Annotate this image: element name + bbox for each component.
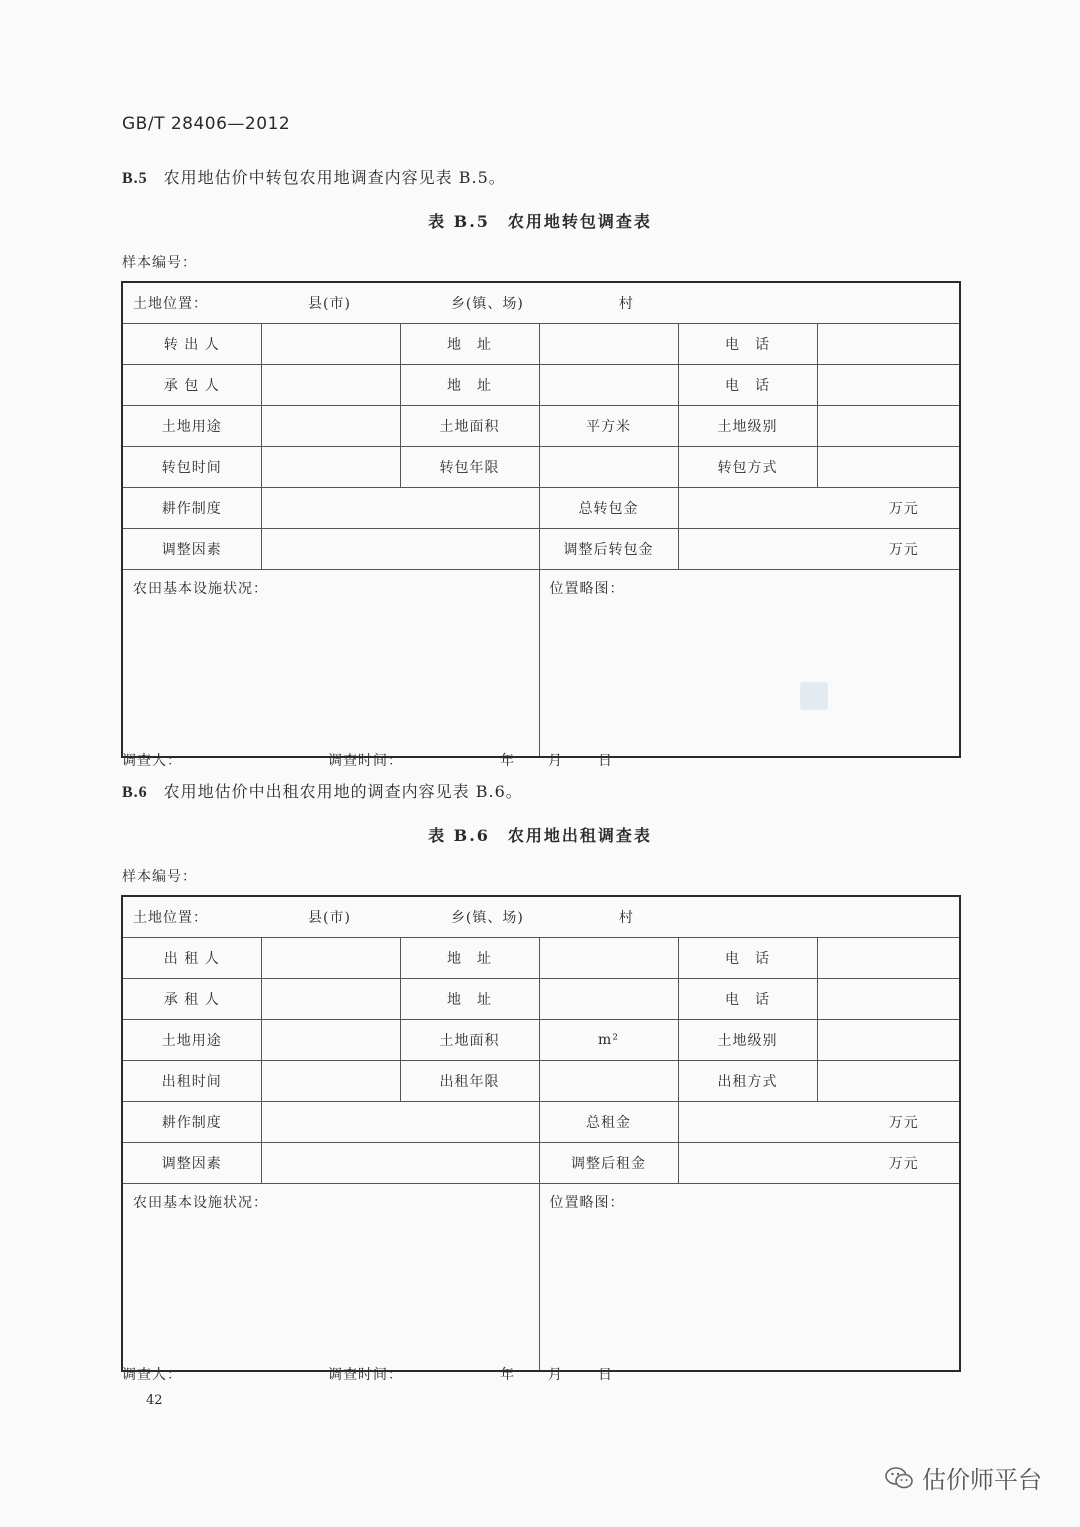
table-row bbox=[122, 324, 960, 365]
table-b5-title: 表 B.5 农用地转包调查表 bbox=[428, 212, 652, 231]
phone-field[interactable] bbox=[817, 365, 960, 406]
unit-label: 万元 bbox=[888, 501, 919, 517]
infrastructure-field[interactable] bbox=[122, 1184, 539, 1372]
infrastructure-label: 农田基本设施状况： bbox=[133, 1195, 268, 1211]
lessor-label: 出 租 人 bbox=[122, 938, 261, 979]
adjust-factor-label: 调整因素 bbox=[122, 1143, 261, 1184]
table-row bbox=[122, 979, 960, 1020]
location-sketch-field[interactable] bbox=[539, 570, 960, 758]
table-row bbox=[122, 1102, 960, 1143]
location-label: 土地位置： bbox=[133, 296, 208, 312]
land-grade-field[interactable] bbox=[817, 1020, 960, 1061]
rent-term-label: 出租年限 bbox=[400, 1061, 539, 1102]
watermark bbox=[884, 1460, 1042, 1495]
adjust-factor-field[interactable] bbox=[261, 529, 539, 570]
table-row bbox=[122, 365, 960, 406]
transfer-term-label: 转包年限 bbox=[400, 447, 539, 488]
standard-code: GB/T 28406—2012 bbox=[122, 114, 291, 134]
investigation-time-label: 调查时间： bbox=[328, 1367, 403, 1383]
land-grade-label: 土地级别 bbox=[678, 1020, 817, 1061]
investigator-row bbox=[122, 1364, 182, 1384]
adjust-factor-field[interactable] bbox=[261, 1143, 539, 1184]
address-field[interactable] bbox=[539, 979, 678, 1020]
location-sketch-label: 位置略图： bbox=[549, 1195, 625, 1211]
town-label: 乡(镇、场) bbox=[450, 910, 524, 926]
phone-label: 电 话 bbox=[678, 938, 817, 979]
location-sketch-label: 位置略图： bbox=[549, 581, 625, 597]
location-sketch-field[interactable] bbox=[539, 1184, 960, 1372]
transfer-time-label: 转包时间 bbox=[122, 447, 261, 488]
address-field[interactable] bbox=[539, 365, 678, 406]
transfer-time-field[interactable] bbox=[261, 447, 400, 488]
adjusted-rent-field[interactable] bbox=[678, 1143, 960, 1184]
farming-system-label: 耕作制度 bbox=[122, 488, 261, 529]
location-cell[interactable] bbox=[122, 896, 960, 938]
table-row bbox=[122, 406, 960, 447]
sample-number-label: 样本编号： bbox=[122, 869, 197, 885]
day-label: 日 bbox=[598, 1367, 613, 1383]
rent-method-field[interactable] bbox=[817, 1061, 960, 1102]
location-label: 土地位置： bbox=[133, 910, 208, 926]
phone-label: 电 话 bbox=[678, 979, 817, 1020]
town-label: 乡(镇、场) bbox=[450, 296, 524, 312]
table-b5 bbox=[121, 281, 961, 758]
address-label: 地 址 bbox=[400, 938, 539, 979]
transferor-label: 转 出 人 bbox=[122, 324, 261, 365]
page-number: 42 bbox=[146, 1393, 163, 1408]
investigation-time-label: 调查时间： bbox=[328, 753, 403, 769]
year-label: 年 bbox=[500, 753, 515, 769]
section-number: B.5 bbox=[122, 170, 148, 187]
table-row bbox=[122, 282, 960, 324]
land-area-field[interactable]: m² bbox=[539, 1020, 678, 1061]
total-rent-field[interactable] bbox=[678, 1102, 960, 1143]
land-use-label: 土地用途 bbox=[122, 406, 261, 447]
farming-system-field[interactable] bbox=[261, 1102, 539, 1143]
total-rent-label: 总租金 bbox=[539, 1102, 678, 1143]
section-b6-paragraph bbox=[122, 779, 523, 802]
table-row bbox=[122, 938, 960, 979]
table-row bbox=[122, 488, 960, 529]
land-grade-label: 土地级别 bbox=[678, 406, 817, 447]
rent-term-field[interactable] bbox=[539, 1061, 678, 1102]
transfer-method-field[interactable] bbox=[817, 447, 960, 488]
adjust-factor-label: 调整因素 bbox=[122, 529, 261, 570]
land-area-label: 土地面积 bbox=[400, 406, 539, 447]
investigation-time-row bbox=[328, 750, 403, 770]
table-row bbox=[122, 1143, 960, 1184]
land-use-field[interactable] bbox=[261, 1020, 400, 1061]
lessee-label: 承 租 人 bbox=[122, 979, 261, 1020]
land-use-label: 土地用途 bbox=[122, 1020, 261, 1061]
section-text: 农用地估价中转包农用地调查内容见表 B.5。 bbox=[163, 168, 506, 187]
lessor-field[interactable] bbox=[261, 938, 400, 979]
transfer-term-field[interactable] bbox=[539, 447, 678, 488]
table-row bbox=[122, 1184, 960, 1372]
transferor-field[interactable] bbox=[261, 324, 400, 365]
rent-method-label: 出租方式 bbox=[678, 1061, 817, 1102]
contractor-field[interactable] bbox=[261, 365, 400, 406]
wechat-icon bbox=[884, 1465, 914, 1491]
infrastructure-field[interactable] bbox=[122, 570, 539, 758]
month-label: 月 bbox=[548, 1367, 563, 1383]
year-label: 年 bbox=[500, 1367, 515, 1383]
phone-label: 电 话 bbox=[678, 324, 817, 365]
watermark-text: 估价师平台 bbox=[922, 1466, 1042, 1494]
month-label: 月 bbox=[548, 753, 563, 769]
total-fee-field[interactable] bbox=[678, 488, 960, 529]
adjusted-fee-label: 调整后转包金 bbox=[539, 529, 678, 570]
investigation-time-row bbox=[328, 1364, 403, 1384]
table-b6 bbox=[121, 895, 961, 1372]
section-b5-paragraph bbox=[122, 165, 506, 188]
day-label: 日 bbox=[598, 753, 613, 769]
address-label: 地 址 bbox=[400, 324, 539, 365]
lessee-field[interactable] bbox=[261, 979, 400, 1020]
investigator-label: 调查人： bbox=[122, 1367, 182, 1383]
table-row bbox=[122, 1061, 960, 1102]
phone-label: 电 话 bbox=[678, 365, 817, 406]
investigator-row bbox=[122, 750, 182, 770]
table-row bbox=[122, 1020, 960, 1061]
rent-time-field[interactable] bbox=[261, 1061, 400, 1102]
phone-field[interactable] bbox=[817, 324, 960, 365]
address-label: 地 址 bbox=[400, 365, 539, 406]
infrastructure-label: 农田基本设施状况： bbox=[133, 581, 268, 597]
land-use-field[interactable] bbox=[261, 406, 400, 447]
stamp-mark bbox=[800, 682, 828, 710]
land-area-label: 土地面积 bbox=[400, 1020, 539, 1061]
section-number: B.6 bbox=[122, 784, 148, 801]
phone-field[interactable] bbox=[817, 938, 960, 979]
total-fee-label: 总转包金 bbox=[539, 488, 678, 529]
address-field[interactable] bbox=[539, 938, 678, 979]
rent-time-label: 出租时间 bbox=[122, 1061, 261, 1102]
sample-number-label: 样本编号： bbox=[122, 255, 197, 271]
farming-system-field[interactable] bbox=[261, 488, 539, 529]
table-row bbox=[122, 896, 960, 938]
adjusted-fee-field[interactable] bbox=[678, 529, 960, 570]
address-label: 地 址 bbox=[400, 979, 539, 1020]
land-grade-field[interactable] bbox=[817, 406, 960, 447]
investigator-label: 调查人： bbox=[122, 753, 182, 769]
address-field[interactable] bbox=[539, 324, 678, 365]
contractor-label: 承 包 人 bbox=[122, 365, 261, 406]
village-label: 村 bbox=[618, 910, 634, 926]
location-cell[interactable] bbox=[122, 282, 960, 324]
adjusted-rent-label: 调整后租金 bbox=[539, 1143, 678, 1184]
county-label: 县(市) bbox=[308, 910, 351, 926]
unit-label: 万元 bbox=[888, 1115, 919, 1131]
table-row bbox=[122, 529, 960, 570]
table-row bbox=[122, 447, 960, 488]
land-area-field[interactable]: 平方米 bbox=[539, 406, 678, 447]
table-row bbox=[122, 570, 960, 758]
unit-label: 万元 bbox=[888, 1156, 919, 1172]
farming-system-label: 耕作制度 bbox=[122, 1102, 261, 1143]
phone-field[interactable] bbox=[817, 979, 960, 1020]
table-b6-title: 表 B.6 农用地出租调查表 bbox=[428, 826, 652, 845]
unit-label: 万元 bbox=[888, 542, 919, 558]
transfer-method-label: 转包方式 bbox=[678, 447, 817, 488]
village-label: 村 bbox=[618, 296, 634, 312]
section-text: 农用地估价中出租农用地的调查内容见表 B.6。 bbox=[163, 782, 523, 801]
county-label: 县(市) bbox=[308, 296, 351, 312]
